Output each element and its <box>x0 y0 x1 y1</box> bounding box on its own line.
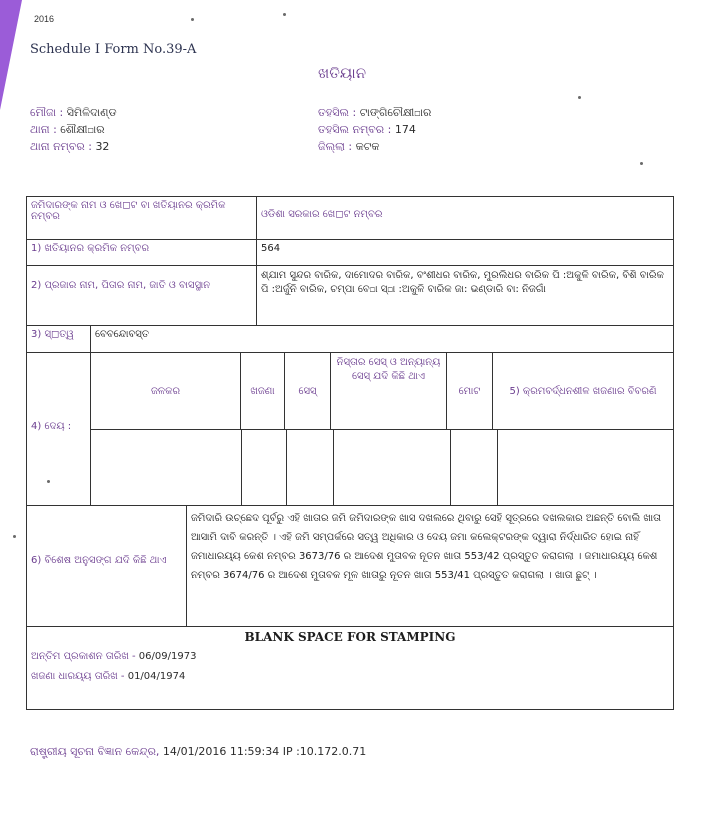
other-cess-header: ନିସ୍ତାର ସେସ୍ ଓ ଅନ୍ୟାନ୍ୟ ସେସ୍ ଯଦି କିଛି ଥାଏ <box>331 353 447 429</box>
rent-settlement-row: ଖଜଣା ଧାରୟ୍ୟ ତାରିଖ - 01/04/1974 <box>31 671 186 682</box>
khata-serial-label: 1) ଖତିୟାନର କ୍ରମିକ ନମ୍ବର <box>27 240 257 265</box>
rent-grid <box>91 353 673 505</box>
tenant-value: ଶ୍ଯାମ ସୁନ୍ଦର ବାରିକ, ଦାମୋଦର ବାରିକ, ବଂଶୀଧର ବାରିକ, ମୁରଲିଧର ବାରିକ ପି :ଅକୁଳି ବାରିକ, ବିଶି ବାରିକ ପି :ଅର୍ଜୁନି ବାରିକ, ଚମ୍ପା ବେ◻ା ସ୍◻ା :ଅକୁଳି ବାରିକ ଜା: ଭଣ୍ଡାରି ବା: ନିଜଗାଁ <box>261 270 664 295</box>
thana-number-row: ଥାନା ନମ୍ବର : 32 <box>30 140 110 153</box>
table-row <box>27 353 673 506</box>
other-cess-value <box>334 430 451 505</box>
rent-header <box>91 353 673 430</box>
header-right-block <box>318 104 431 155</box>
scan-dot <box>640 162 643 165</box>
scan-dot <box>47 480 50 483</box>
stamping-area <box>27 627 673 709</box>
progressive-rent-header: 5) କ୍ରମବର୍ଦ୍ଧନଶୀଳ ଖଜଣାର ବିବରଣି <box>509 385 657 397</box>
table-row <box>27 197 673 240</box>
khajana-header: ଖଜଣା <box>241 353 285 429</box>
stamping-label: BLANK SPACE FOR STAMPING <box>244 630 456 644</box>
special-note-label: 6) ବିଶେଷ ଅନୁସଙ୍ଗ ଯଦି କିଛି ଥାଏ <box>27 506 187 626</box>
total-value <box>451 430 498 505</box>
scan-dot <box>191 18 194 21</box>
progressive-rent-value <box>498 430 673 505</box>
scan-dot <box>13 535 16 538</box>
mouza-row: ମୌଜା : ସିମିଳିଦାଣ୍ଡ <box>30 106 117 119</box>
right-value: ବେବନ୍ଦୋବସ୍ତ <box>95 329 149 340</box>
table-row <box>27 240 673 266</box>
rent-label: 4) ଦେୟ : <box>27 353 91 505</box>
government-khewat-label: ଓଡିଶା ସରକାର ଖେ◻ଟ ନମ୍ବର <box>261 209 383 220</box>
final-publication-row: ଅନ୍ତିମ ପ୍ରକାଶନ ତାରିଖ - 06/09/1973 <box>31 651 197 662</box>
year-stamp: 2016 <box>34 14 55 24</box>
scan-dot <box>283 13 286 16</box>
header-left-block <box>30 104 117 155</box>
total-header: ମୋଟ <box>447 353 493 429</box>
special-note-value: ଜମିଦାରି ଉଚ୍ଛେଦ ପୂର୍ବରୁ ଏହି ଖାତାର ଜମି ଜମିଦାରଙ୍କ ଖାସ ଦଖଲରେ ଥିବାରୁ ସେହି ସୂତ୍ରରେ ଦଖଲକାର ଅଛନ୍ତି ବୋଲି ଖାତା ଆସାମି ଦାବି କରନ୍ତି । ଏହି ଜମି ସମ୍ପର୍କରେ ସତ୍ୱ ଅଧିକାର ଓ ଦେୟ ଜମା କଲେକ୍ଟରଙ୍କ ଦ୍ୱାରା ନିର୍ଦ୍ଧାରିତ ହୋଇ ନାହିଁ ଜମାଧାରୟ୍ୟ କେଶ ନମ୍ବର 3673/76 ର ଆଦେଶ ମୁତାବକ ନୂତନ ଖାତା 553/42 ପ୍ରସ୍ତୁତ କରାଗଲା । ଜମାଧାରୟ୍ୟ କେଶ ନମ୍ବର 3674/76 ର ଆଦେଶ ମୁତାବକ ମୂଳ ଖାତାରୁ ନୂତନ ଖାତା 553/41 ପ୍ରସ୍ତୁତ କରାଗଲା । ଖାତା ଛୁଟ୍ । <box>191 513 662 581</box>
district-row: ଜିଲ୍ଲା : କଟକ <box>318 140 380 153</box>
water-tax-header: ଜଳକର <box>91 353 241 429</box>
rent-values <box>91 430 673 505</box>
water-tax-value <box>91 430 242 505</box>
tenant-label: 2) ପ୍ରଜାର ନାମ, ପିତାର ନାମ, ଜାତି ଓ ବାସସ୍ଥାନ <box>27 266 257 325</box>
footer-info: ରାଷ୍ଟ୍ରୀୟ ସୂଚନା ବିଜ୍ଞାନ କେନ୍ଦ୍ର, 14/01/2016 11:59:34 IP :10.172.0.71 <box>30 745 367 758</box>
khata-serial-value: 564 <box>261 243 281 254</box>
zamindar-label: ଜମିଦାରଙ୍କ ନାମ ଓ ଖେ◻ଟ ବା ଖତିୟାନର କ୍ରମିକ ନମ୍ବର <box>27 197 257 239</box>
scan-dot <box>578 96 581 99</box>
tahasil-row: ତହସିଲ : ଟାଙ୍ଗିଚୌକ୍ଷୀ◻ାର <box>318 106 432 119</box>
tahasil-number-row: ତହସିଲ ନମ୍ବର : 174 <box>318 123 416 136</box>
page-title: ଖତିୟାନ <box>318 64 367 82</box>
table-row <box>27 506 673 627</box>
form-number: Schedule I Form No.39-A <box>30 42 197 57</box>
khatiyan-table <box>26 196 674 710</box>
thana-row: ଥାନା : ଶୌକ୍ଷୀ◻ାର <box>30 123 105 136</box>
right-label: 3) ସ୍◻ତ୍ୱ <box>27 326 91 352</box>
khajana-value <box>242 430 287 505</box>
scan-corner-mark <box>0 0 22 110</box>
cess-header: ସେସ୍ <box>285 353 331 429</box>
cess-value <box>287 430 334 505</box>
table-row <box>27 266 673 326</box>
table-row <box>27 326 673 353</box>
